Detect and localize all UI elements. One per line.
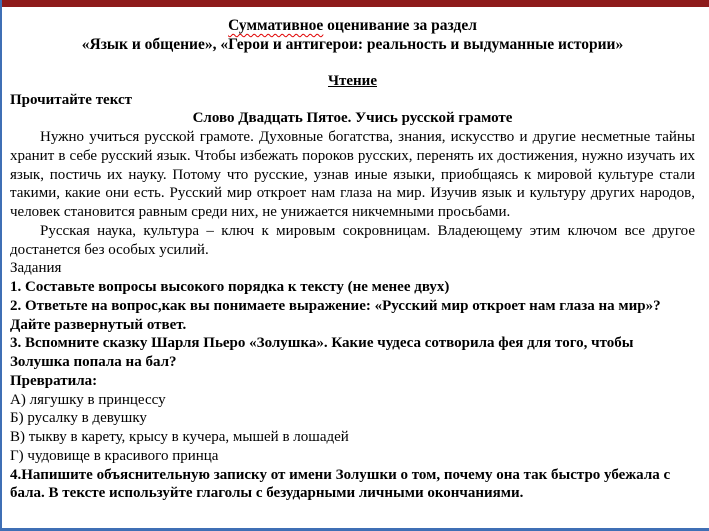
task-1: 1. Составьте вопросы высокого порядка к тексту (не менее двух) — [10, 279, 450, 295]
section-heading-reading: Чтение — [328, 72, 377, 89]
task-3-option-b: Б) русалку в девушку — [10, 410, 147, 427]
document-title-line2: «Язык и общение», «Герои и антигерои: реальность и выдуманные истории» — [81, 36, 624, 54]
reading-paragraph-1: Нужно учиться русской грамоте. Духовные богатства, знания, искусство и другие несметные тайны хранит в себе русский язык. Чтобы избежать пороков русских, перенять их достижения, нужно изучать их язык, постичь их науку. Потому что русские, узнав иные языки, приобщаясь к мировой культуре стали такими, какие они есть. Русский мир откроет нам глаза на мир. Изучив язык и культуру других народов, человек становится равным среди них, не унижается никчемными просьбами. — [10, 129, 695, 220]
read-instruction: Прочитайте текст — [10, 91, 133, 108]
task-4: 4.Напишите объяснительную записку от имени Золушки о том, почему она так быстро убежала с бала. В тексте используйте глаголы с безударными личными окончаниями. — [10, 466, 671, 502]
task-3-option-g: Г) чудовище в красивого принца — [10, 447, 219, 464]
task-3-prompt: Превратила: — [10, 372, 98, 389]
tasks-label: Задания — [10, 260, 62, 277]
task-3-option-a: А) лягушку в принцессу — [10, 391, 166, 408]
task-2: 2. Ответьте на вопрос,как вы понимаете выражение: «Русский мир откроет нам глаза на мир»? Дайте развернутый ответ. — [10, 297, 661, 333]
task-3: 3. Вспомните сказку Шарля Пьеро «Золушка». Какие чудеса сотворила фея для того, чтобы Золушка попала на бал? — [10, 335, 634, 370]
task-3-option-v: В) тыкву в карету, крысу в кучера, мышей в лошадей — [10, 429, 349, 445]
document-title-line1 — [10, 16, 695, 35]
spellcheck-flagged-word: Суммативное — [228, 17, 324, 34]
window-top-bar — [0, 0, 709, 7]
text-title: Слово Двадцать Пятое. Учись русской грамоте — [192, 110, 513, 127]
reading-paragraph-2: Русская наука, культура – ключ к мировым сокровницам. Владеющему этим ключом все другое достанется без особых усилий. — [10, 222, 695, 258]
document-title-rest: оценивание за раздел — [323, 17, 477, 34]
document-content — [2, 7, 709, 528]
